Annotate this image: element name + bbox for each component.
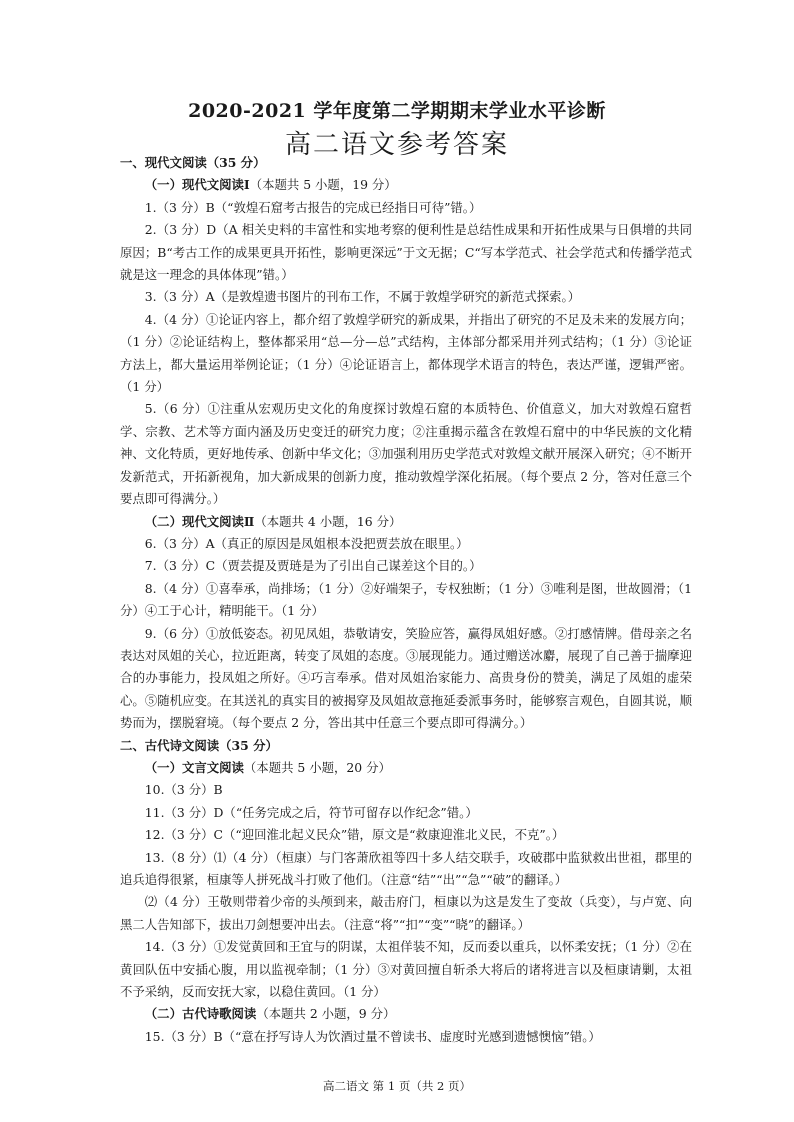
answer-item: 10.（3 分）B	[144, 782, 223, 798]
answer-item: 5.（6 分）①注重从宏观历史文化的角度探讨敦煌石窟的本质特色、价值意义，加大对敦煌石窟哲学、宗教、艺术等方面内涵及历史变迁的研究力度；②注重揭示蕴含在敦煌石窟中的中华民族的文化精神、文化特质，更好地传承、创新中华文化；③加强利用历史学范式对敦煌文献开展深入研究；④不断开发新范式，开拓新视角，加大新成果的创新力度，推动敦煌学深化拓展。（每个要点 2 分，答对任意三个要点即可得满分。）	[120, 401, 692, 507]
subsection-note: （本题共 5 小题，20 分）	[243, 759, 391, 775]
answer-item: 9.（6 分）①放低姿态。初见凤姐，恭敬请安，笑脸应答，赢得凤姐好感。②打感情牌。借母亲之名表达对凤姐的关心，拉近距离，转变了凤姐的态度。③展现能力。通过赠送冰麝，展现了自己善于揣摩迎合的办事能力，投凤姐之所好。④巧言奉承。借对凤姐治家能力、高贵身份的赞美，满足了凤姐的虚荣心。⑤随机应变。在其送礼的真实目的被揭穿及凤姐故意拖延委派事务时，能够察言观色，自圆其说，顺势而为，摆脱窘境。（每个要点 2 分，答出其中任意三个要点即可得满分。）	[120, 625, 692, 731]
subsection-note: （本题共 5 小题，19 分）	[249, 177, 397, 193]
subsection-title: （二）古代诗歌阅读	[144, 1006, 257, 1022]
subsection-note: （本题共 4 小题，16 分）	[254, 513, 402, 529]
subsection-note: （本题共 2 小题，9 分）	[256, 1006, 396, 1022]
answer-content	[120, 152, 692, 1048]
subsection-title: （一）现代文阅读Ⅰ	[144, 177, 250, 193]
section-heading: 二、古代诗文阅读（35 分）	[120, 737, 278, 753]
subsection-title: （一）文言文阅读	[144, 759, 244, 775]
answer-item: 1.（3 分）B（“敦煌石窟考古报告的完成已经指日可待”错。）	[144, 199, 482, 215]
subsection-heading	[120, 511, 692, 533]
answer-item: 12.（3 分）C（“迎回淮北起义民众”错，原文是“救康迎淮北义民，不克”。）	[144, 827, 565, 843]
exam-title: 2020-2021 学年度第二学期期末学业水平诊断	[188, 100, 606, 122]
answer-item: 4.（4 分）①论证内容上，都介绍了敦煌学研究的新成果，并指出了研究的不足及未来的发展方向；（1 分）②论证结构上，整体都采用“总—分—总”式结构，主体部分都采用并列式结构；（1 分）③论证方法上，都大量运用举例论证；（1 分）④论证语言上，都体现学术语言的特色，表达严谨，逻辑严密。（1 分）	[120, 311, 692, 395]
answer-item: 2.（3 分）D（A 相关史料的丰富性和实地考察的便利性是总结性成果和开拓性成果与日俱增的共同原因；B“考古工作的成果更具开拓性，影响更深远”于文无据；C“写本学范式、社会学范式和传播学范式就是这一理念的具体体现”错。）	[120, 222, 692, 283]
subsection-heading	[120, 174, 692, 196]
page-footer: 高二语文 第 1 页（共 2 页）	[323, 1079, 471, 1093]
answer-item: 15.（3 分）B（“意在抒写诗人为饮酒过量不曾读书、虚度时光感到遗憾懊恼”错。）	[144, 1028, 601, 1044]
answer-item: 13.（8 分）⑴（4 分）（桓康）与门客萧欣祖等四十多人结交联手，攻破郡中监狱救出世祖，郡里的追兵追得很紧，桓康等人拼死战斗打败了他们。（注意“结”“出”“急”“破”的翻译。）	[120, 849, 692, 887]
answer-item: 11.（3 分）D（“任务完成之后，符节可留存以作纪念”错。）	[144, 804, 478, 820]
answer-item: 8.（4 分）①喜奉承，尚排场；（1 分）②好端架子，专权独断；（1 分）③唯利是图，世故圆滑；（1 分）④工于心计，精明能干。（1 分）	[120, 580, 692, 619]
answer-item: ⑵（4 分）王敬则带着少帝的头颅到来，敲击府门，桓康以为这是发生了变故（兵变），与卢宽、向黑二人告知部下，拔出刀剑想要冲出去。（注意“将”“扣”“变”“晓”的翻译。）	[120, 894, 692, 932]
answer-item: 6.（3 分）A（真正的原因是凤姐根本没把贾芸放在眼里。）	[144, 535, 469, 551]
subsection-heading	[120, 1003, 692, 1025]
answer-key-title: 高二语文参考答案	[284, 130, 509, 160]
section-heading: 一、现代文阅读（35 分）	[120, 155, 266, 170]
subsection-title: （二）现代文阅读Ⅱ	[144, 513, 255, 529]
answer-item: 14.（3 分）①发觉黄回和王宜与的阴谋，太祖佯装不知，反而委以重兵，以怀柔安抚；（1 分）②在黄回队伍中安插心腹，用以监视牵制；（1 分）③对黄回擅自斩杀大将后的诸将进言以及桓康请剿，太祖不予采纳，反而安抚大家，以稳住黄回。（1 分）	[120, 939, 692, 1000]
answer-item: 7.（3 分）C（贾芸提及贾琏是为了引出自己谋差这个目的。）	[144, 558, 482, 574]
subsection-heading	[120, 757, 692, 779]
answer-item: 3.（3 分）A（是敦煌遗书图片的刊布工作，不属于敦煌学研究的新范式探索。）	[144, 289, 581, 305]
